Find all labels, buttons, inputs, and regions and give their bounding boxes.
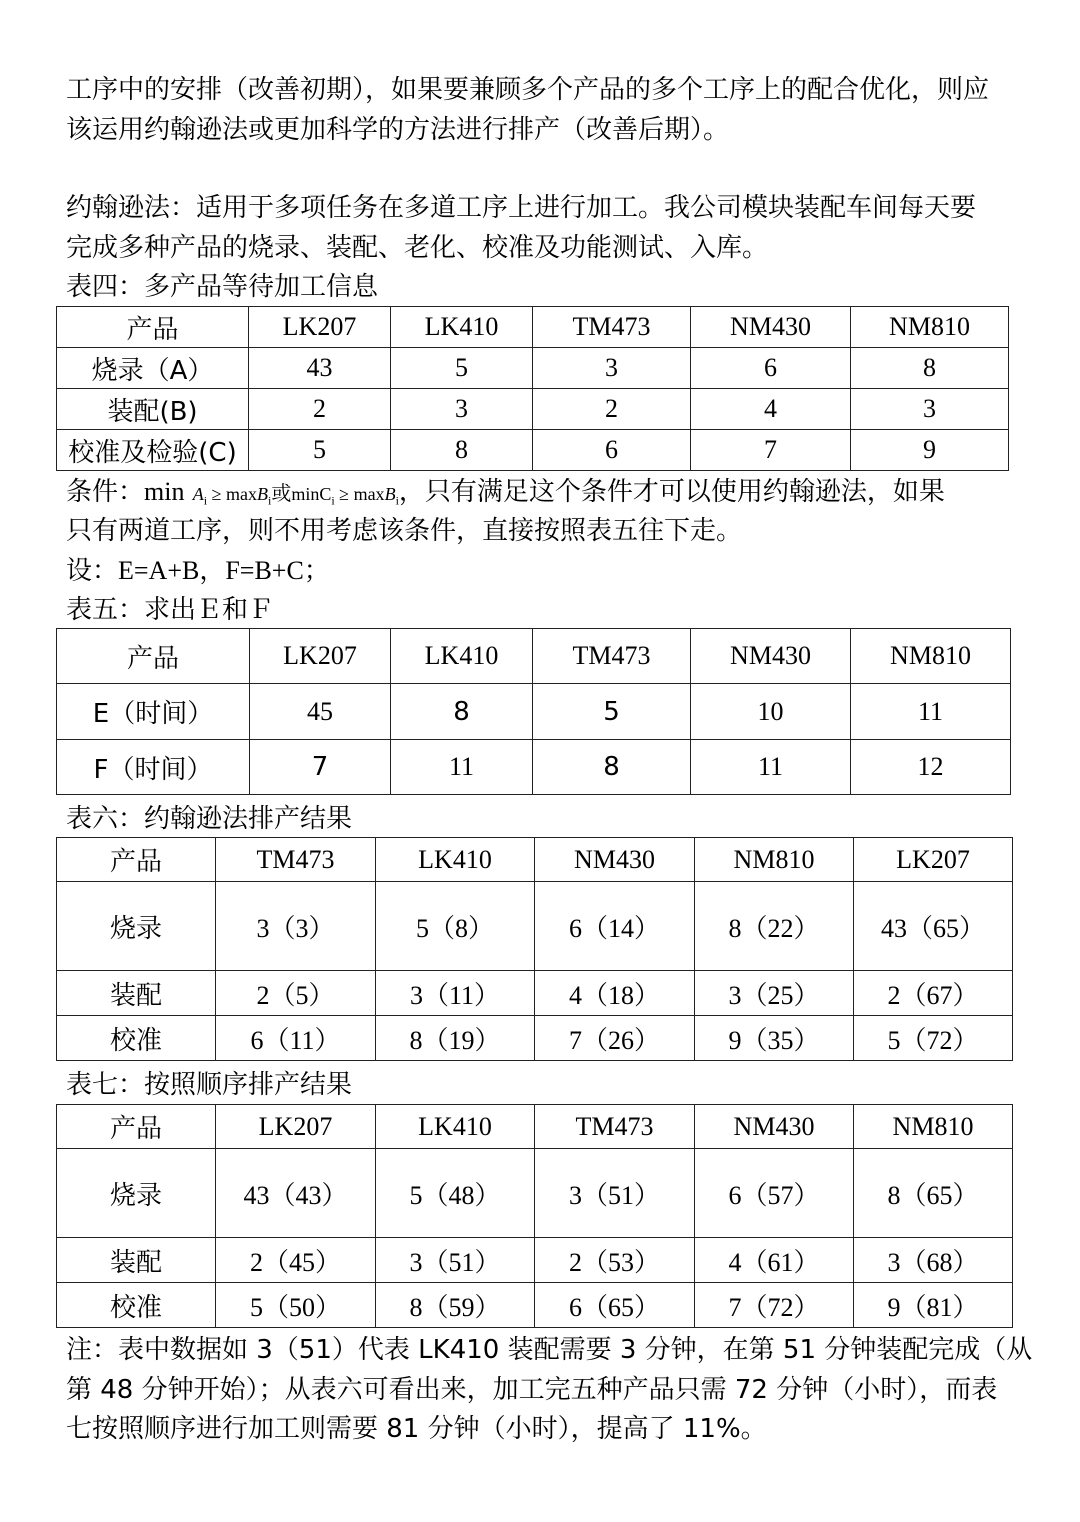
table7-cell: 3（51）: [535, 1149, 695, 1238]
formula-min: min: [144, 477, 185, 506]
table5: [56, 628, 1011, 795]
table7-header-cell: NM810: [854, 1105, 1013, 1149]
table7-cell: 2（45）: [216, 1238, 376, 1283]
table4-row-label: 校准及检验(C): [57, 430, 249, 471]
table7-row-label: 校准: [57, 1283, 216, 1328]
table6-header-cell: NM430: [535, 838, 695, 882]
table6-cell: 5（8）: [376, 882, 535, 971]
condition-suffix: ，只有满足这个条件才可以使用约翰逊法，如果: [398, 477, 945, 507]
table5-header-cell: NM810: [851, 629, 1011, 684]
table5-row-label: F（时间）: [57, 740, 250, 795]
formula-sub: i: [331, 493, 335, 508]
table6-header-cell: NM810: [695, 838, 854, 882]
table4-cell: 7: [691, 430, 851, 471]
table5-cell: 12: [851, 740, 1011, 795]
table4-cell: 5: [249, 430, 391, 471]
table4-cell: 3: [851, 389, 1009, 430]
note-line-1: 注：表中数据如 3（51）代表 LK410 装配需要 3 分钟，在第 51 分钟装配完成（从: [66, 1335, 1033, 1365]
table4-row: [57, 430, 1009, 471]
table6-row: [57, 971, 1013, 1016]
table6-cell: 6（11）: [216, 1016, 376, 1061]
table7-header-row: [57, 1105, 1013, 1149]
table6: [56, 837, 1013, 1061]
table4-row: [57, 348, 1009, 389]
formula-ge: ≥: [339, 484, 350, 504]
table6-cell: 8（19）: [376, 1016, 535, 1061]
table4-header-cell: LK410: [391, 307, 533, 348]
table5-cell: 5: [533, 684, 691, 740]
table6-caption: 表六：约翰逊法排产结果: [66, 804, 353, 834]
table4-row-label: 装配(B): [57, 389, 249, 430]
table7-cell: 3（68）: [854, 1238, 1013, 1283]
table6-cell: 3（11）: [376, 971, 535, 1016]
table5-header-cell: NM430: [691, 629, 851, 684]
table4-cell: 9: [851, 430, 1009, 471]
table6-cell: 3（25）: [695, 971, 854, 1016]
table5-cell: 45: [250, 684, 391, 740]
table7-cell: 9（81）: [854, 1283, 1013, 1328]
set-formula: E=A+B，F=B+C；: [118, 556, 330, 585]
table7-header-cell: LK410: [376, 1105, 535, 1149]
table5-cell: 11: [391, 740, 533, 795]
table5-header-row: [57, 629, 1011, 684]
table7-cell: 8（59）: [376, 1283, 535, 1328]
table5-header-cell: LK207: [250, 629, 391, 684]
formula-ge: ≥: [211, 484, 222, 504]
table5-header-cell: LK410: [391, 629, 533, 684]
formula-b: B: [384, 484, 396, 504]
table6-header-cell: 产品: [57, 838, 216, 882]
table4-header-cell: NM810: [851, 307, 1009, 348]
table4-caption: 表四：多产品等待加工信息: [66, 272, 379, 302]
condition-prefix: 条件：: [66, 477, 145, 507]
table6-cell: 5（72）: [854, 1016, 1013, 1061]
table7-header-cell: NM430: [695, 1105, 854, 1149]
table4-cell: 3: [391, 389, 533, 430]
intro-line-1: 工序中的安排（改善初期），如果要兼顾多个产品的多个工序上的配合优化，则应: [66, 75, 990, 105]
table7-cell: 3（51）: [376, 1238, 535, 1283]
set-line: [66, 551, 1026, 591]
table6-header-cell: LK207: [854, 838, 1013, 882]
table4-cell: 3: [533, 348, 691, 389]
table5-cell: 8: [391, 684, 533, 740]
table7-header-cell: TM473: [535, 1105, 695, 1149]
formula-sub: i: [267, 493, 272, 508]
table4-cell: 8: [851, 348, 1009, 389]
table6-cell: 9（35）: [695, 1016, 854, 1061]
johnson-line-2: 完成多种产品的烧录、装配、老化、校准及功能测试、入库。: [66, 233, 769, 263]
formula-b: B: [256, 484, 268, 504]
table5-cell: 11: [691, 740, 851, 795]
table7-row: [57, 1283, 1013, 1328]
table6-row-label: 烧录: [57, 882, 216, 971]
table6-cell: 2（67）: [854, 971, 1013, 1016]
table5-row: [57, 740, 1011, 795]
table4-cell: 2: [533, 389, 691, 430]
table4-header-row: [57, 307, 1009, 348]
johnson-line-1: 约翰逊法：适用于多项任务在多道工序上进行加工。我公司模块装配车间每天要: [66, 193, 977, 223]
table7-cell: 2（53）: [535, 1238, 695, 1283]
table7-cell: 6（65）: [535, 1283, 695, 1328]
formula-or: 或: [271, 481, 292, 505]
table4-header-cell: TM473: [533, 307, 691, 348]
formula-sub: i: [395, 493, 399, 508]
table6-cell: 43（65）: [854, 882, 1013, 971]
note-line-2: 第 48 分钟开始）；从表六可看出来，加工完五种产品只需 72 分钟（小时），而表: [66, 1375, 998, 1405]
table7-row-label: 烧录: [57, 1149, 216, 1238]
table6-cell: 3（3）: [216, 882, 376, 971]
table5-header-cell: TM473: [533, 629, 691, 684]
table6-row-label: 校准: [57, 1016, 216, 1061]
table7-row: [57, 1149, 1013, 1238]
table4-cell: 4: [691, 389, 851, 430]
formula-a: A: [192, 484, 204, 504]
table7-cell: 8（65）: [854, 1149, 1013, 1238]
table5-cell: 10: [691, 684, 851, 740]
table5-row: [57, 684, 1011, 740]
table6-cell: 2（5）: [216, 971, 376, 1016]
formula-sub: i: [203, 493, 208, 508]
table4-cell: 2: [249, 389, 391, 430]
table7-cell: 4（61）: [695, 1238, 854, 1283]
table7-cell: 5（50）: [216, 1283, 376, 1328]
table4-cell: 6: [691, 348, 851, 389]
formula-max: max: [353, 484, 385, 504]
table6-header-row: [57, 838, 1013, 882]
table4-header-cell: 产品: [57, 307, 249, 348]
table7-cell: 43（43）: [216, 1149, 376, 1238]
intro-line-2: 该运用约翰逊法或更加科学的方法进行排产（改善后期）。: [66, 115, 730, 145]
table7-row-label: 装配: [57, 1238, 216, 1283]
table5-cell: 8: [533, 740, 691, 795]
table7: [56, 1104, 1013, 1328]
table4-cell: 8: [391, 430, 533, 471]
formula-minc: minC: [291, 484, 332, 504]
table6-row: [57, 882, 1013, 971]
table7-row: [57, 1238, 1013, 1283]
table6-cell: 6（14）: [535, 882, 695, 971]
table4-row: [57, 389, 1009, 430]
table5-header-cell: 产品: [57, 629, 250, 684]
table7-header-cell: 产品: [57, 1105, 216, 1149]
table7-caption: 表七：按照顺序排产结果: [66, 1070, 353, 1100]
table4-row-label: 烧录（A）: [57, 348, 249, 389]
table4: [56, 306, 1009, 471]
table6-row-label: 装配: [57, 971, 216, 1016]
table4-cell: 6: [533, 430, 691, 471]
table4-header-cell: NM430: [691, 307, 851, 348]
formula-max: max: [225, 484, 257, 504]
note-line-3: 七按照顺序进行加工则需要 81 分钟（小时），提高了 11%。: [66, 1414, 767, 1444]
table6-cell: 8（22）: [695, 882, 854, 971]
table4-header-cell: LK207: [249, 307, 391, 348]
table6-cell: 7（26）: [535, 1016, 695, 1061]
table7-cell: 6（57）: [695, 1149, 854, 1238]
set-prefix: 设：: [66, 556, 119, 586]
table7-header-cell: LK207: [216, 1105, 376, 1149]
table4-cell: 43: [249, 348, 391, 389]
table7-cell: 7（72）: [695, 1283, 854, 1328]
table5-cell: 11: [851, 684, 1011, 740]
table5-caption: 表五：求出Ｅ和Ｆ: [66, 595, 275, 625]
condition-line-2: 只有两道工序，则不用考虑该条件，直接按照表五往下走。: [66, 516, 743, 546]
table4-cell: 5: [391, 348, 533, 389]
table6-header-cell: LK410: [376, 838, 535, 882]
table6-header-cell: TM473: [216, 838, 376, 882]
table7-cell: 5（48）: [376, 1149, 535, 1238]
table5-row-label: E（时间）: [57, 684, 250, 740]
table6-cell: 4（18）: [535, 971, 695, 1016]
table5-cell: 7: [250, 740, 391, 795]
table6-row: [57, 1016, 1013, 1061]
